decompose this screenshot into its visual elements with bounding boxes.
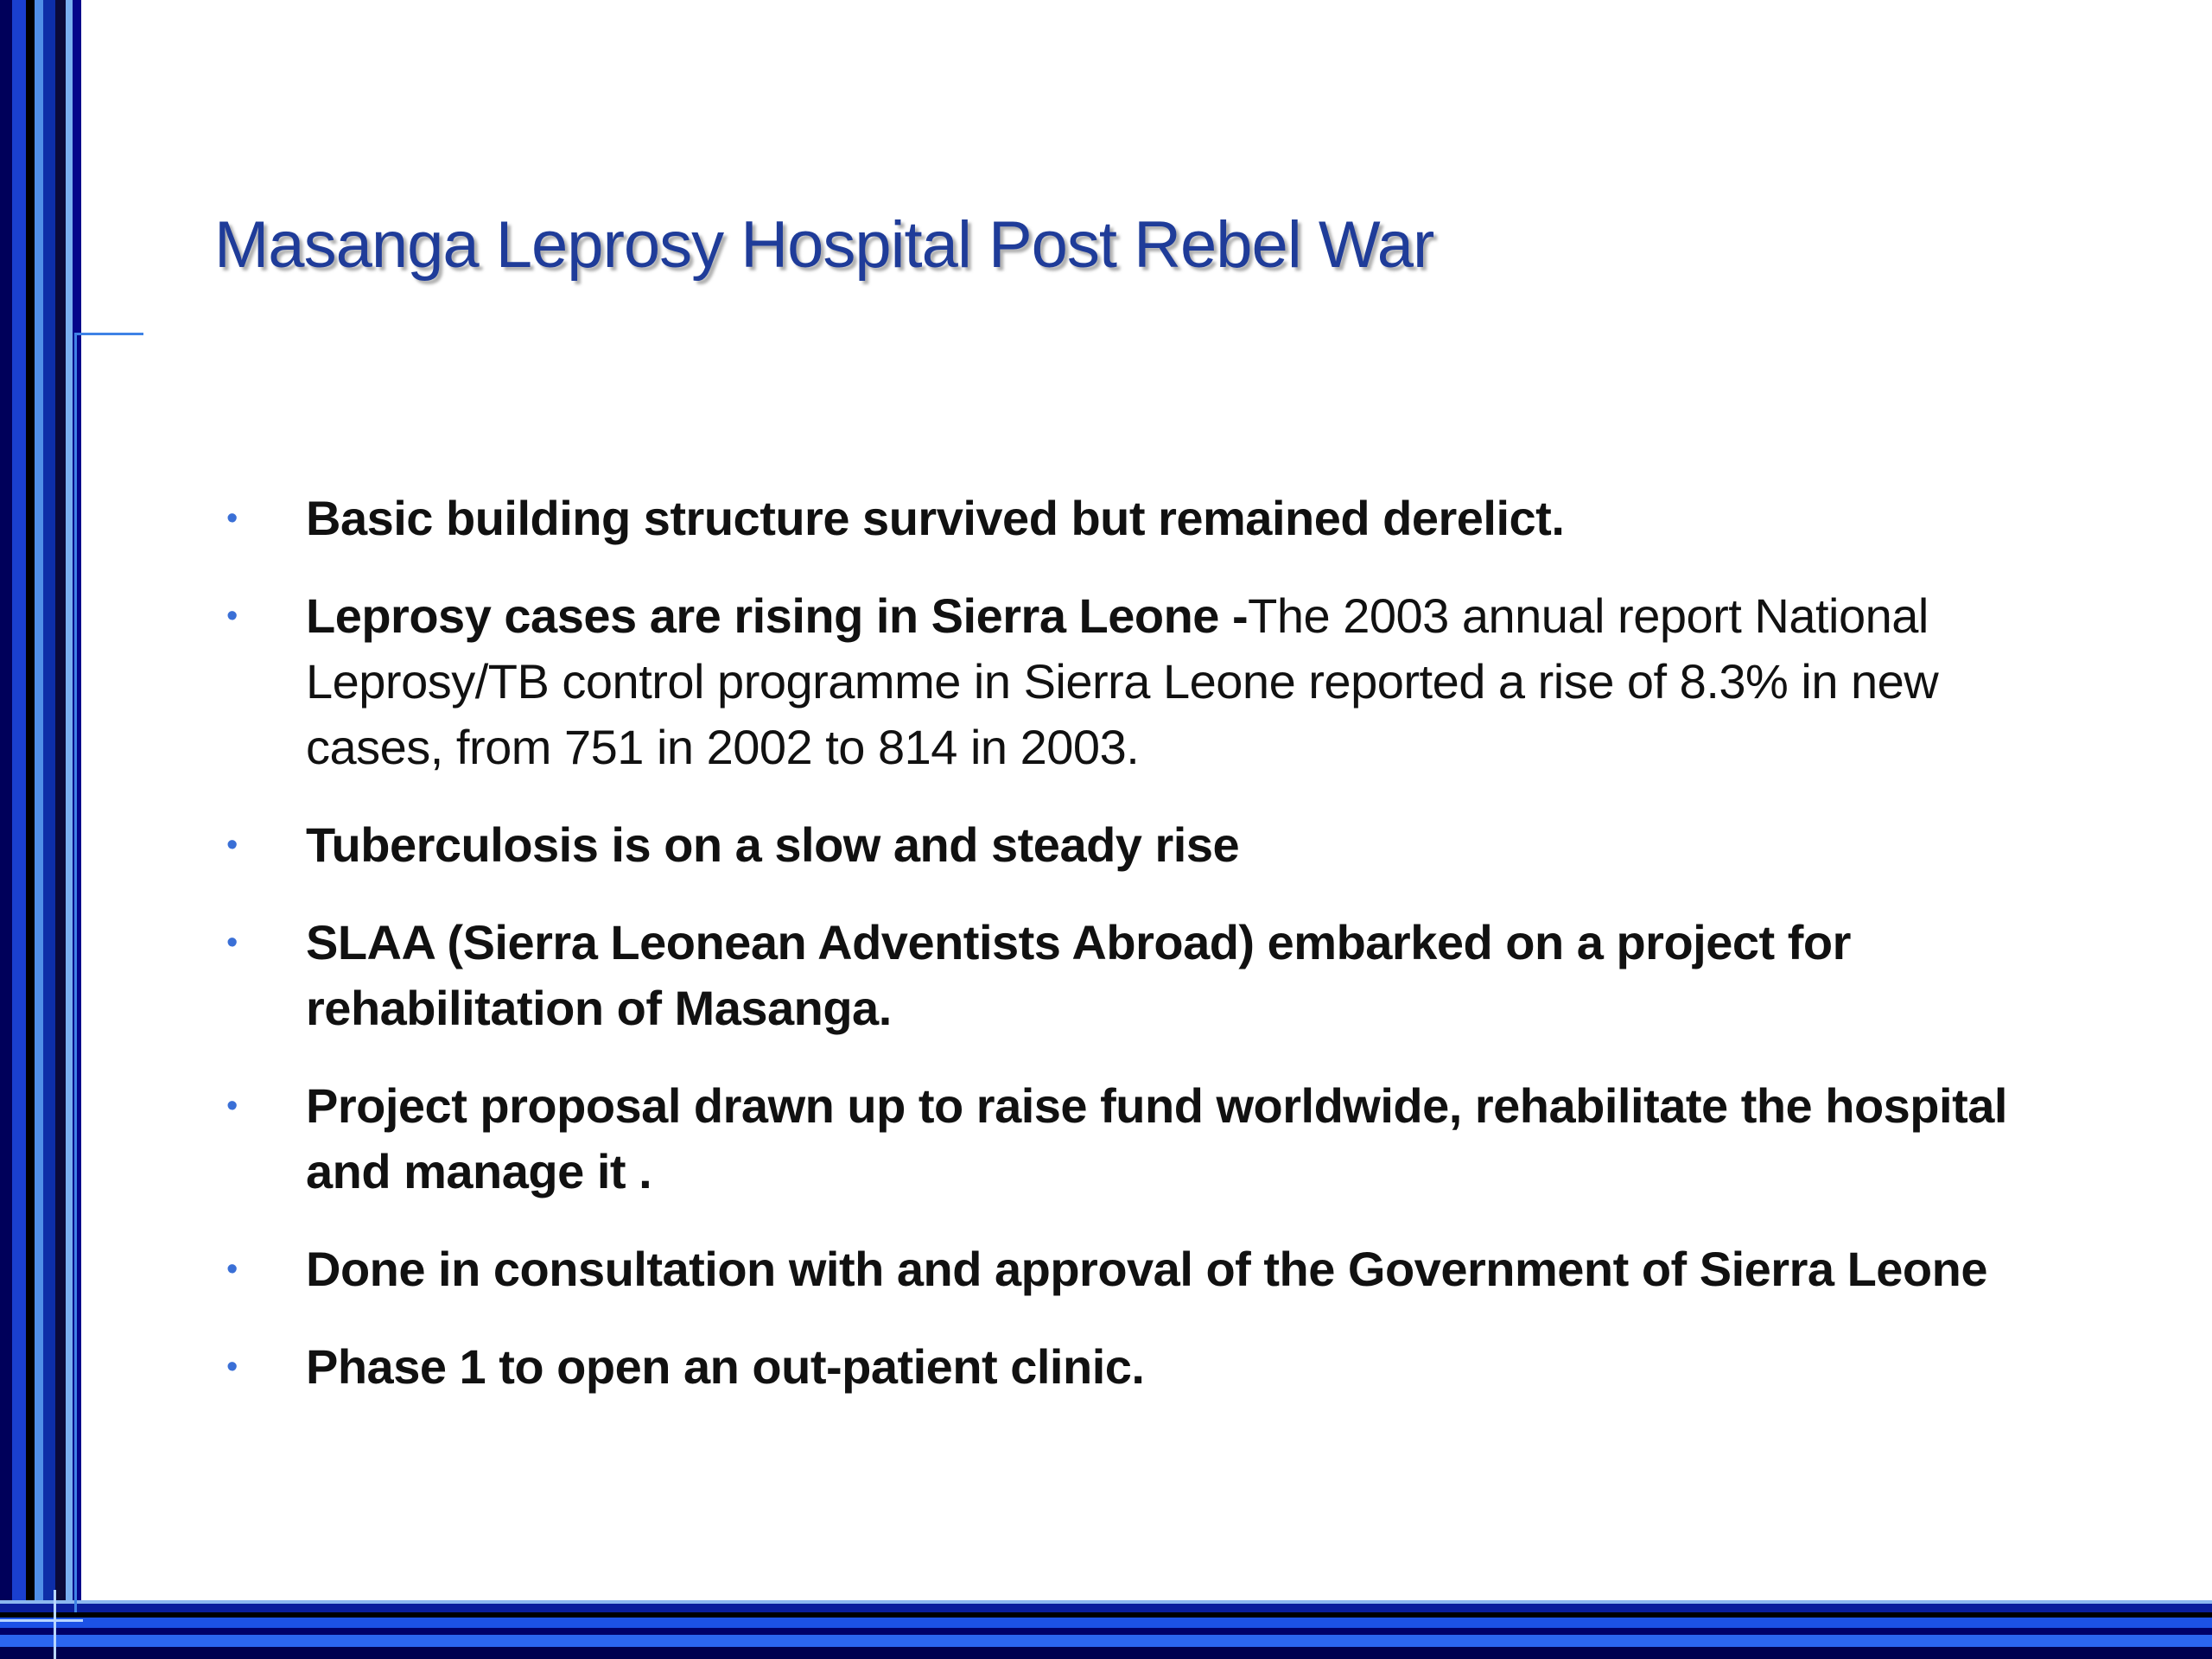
bullet-text: The 2003 annual report National Leprosy/TB control programme in Sierra Leone reported a rise of 8.3% in new cases, from 751 in 2002 to 814 in 2003.: [306, 588, 1939, 774]
bullet-icon: •: [226, 1349, 238, 1385]
bullet-icon: •: [226, 1088, 238, 1124]
corner-accent-line: [0, 1619, 83, 1622]
bullet-item: [214, 1073, 2063, 1205]
bottom-border-stripe: [0, 1647, 2212, 1659]
bottom-border-stripe: [0, 1604, 2212, 1612]
bottom-border-stripe: [0, 1628, 2212, 1635]
bullet-bold-text: SLAA (Sierra Leonean Adventists Abroad) embarked on a project for rehabilitation of Masanga.: [306, 915, 1851, 1035]
left-border-stripe: [55, 0, 66, 1659]
bullet-bold-text: Done in consultation with and approval of the Government of Sierra Leone: [306, 1242, 1987, 1296]
bullet-icon: •: [226, 500, 238, 537]
bullet-list: [214, 486, 2063, 1432]
bullet-bold-text: Project proposal drawn up to raise fund worldwide, rehabilitate the hospital and manage it .: [306, 1078, 2007, 1198]
left-border-stripe: [43, 0, 55, 1659]
bullet-icon: •: [226, 598, 238, 634]
bullet-icon: •: [226, 827, 238, 863]
bullet-icon: •: [226, 1251, 238, 1287]
bottom-border-stripe: [0, 1635, 2212, 1647]
bullet-item: [214, 486, 2063, 551]
title-accent-line: [74, 333, 143, 335]
bullet-icon: •: [226, 925, 238, 961]
bullet-item: [214, 583, 2063, 780]
title-accent-line: [74, 334, 77, 1612]
left-border-stripe: [26, 0, 35, 1659]
bullet-bold-text: Basic building structure survived but remained derelict.: [306, 491, 1565, 545]
bottom-border-stripe: [0, 1618, 2212, 1628]
corner-accent-line: [54, 1590, 56, 1659]
bullet-item: [214, 1334, 2063, 1400]
bullet-item: [214, 910, 2063, 1041]
slide-title: Masanga Leprosy Hospital Post Rebel War: [214, 208, 1434, 282]
left-border-stripe: [12, 0, 26, 1659]
bullet-item: [214, 1236, 2063, 1302]
left-border-stripe: [35, 0, 43, 1659]
bullet-bold-text: Leprosy cases are rising in Sierra Leone -: [306, 588, 1249, 643]
left-border-stripe: [66, 0, 73, 1659]
left-border-stripe: [0, 0, 12, 1659]
bullet-bold-text: Tuberculosis is on a slow and steady rise: [306, 817, 1240, 872]
bullet-item: [214, 812, 2063, 878]
bullet-bold-text: Phase 1 to open an out-patient clinic.: [306, 1339, 1145, 1394]
